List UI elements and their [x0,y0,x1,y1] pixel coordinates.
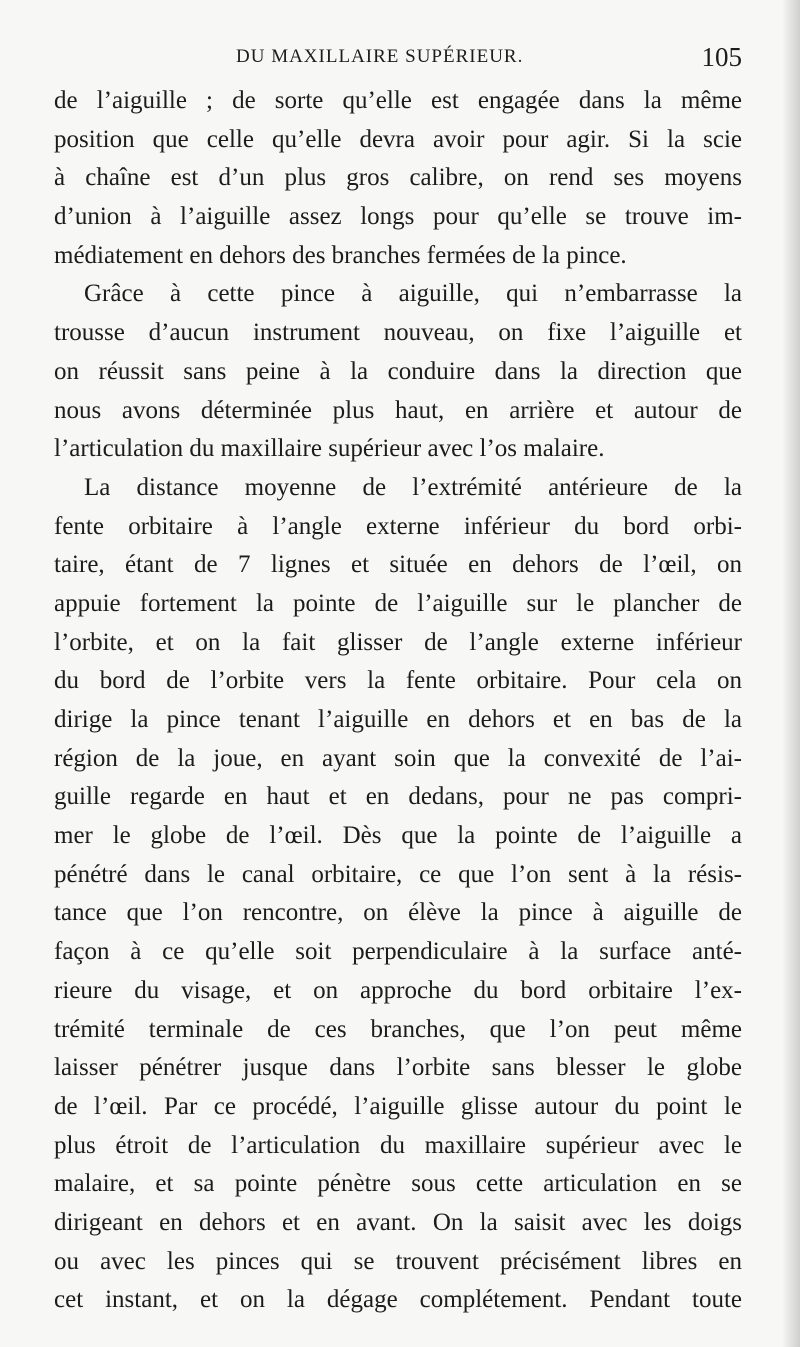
text-line: mer le globe de l’œil. Dès que la pointe de l’aiguille a [54,822,742,850]
text-line: ou avec les pinces qui se trouvent précisément libres en [54,1247,742,1275]
text-line: du bord de l’orbite vers la fente orbitaire. Pour cela on [54,667,742,695]
text-line: plus étroit de l’articulation du maxillaire supérieur avec le [54,1131,742,1159]
running-head: DU MAXILLAIRE SUPÉRIEUR. [236,46,524,67]
text-line: à chaîne est d’un plus gros calibre, on rend ses moyens [54,164,742,192]
text-line: malaire, et sa pointe pénètre sous cette articulation en se [54,1170,742,1198]
text-line: dirige la pince tenant l’aiguille en dehors et en bas de la [54,706,742,733]
text-line: La distance moyenne de l’extrémité antérieure de la [84,473,742,501]
page-edge-shadow [782,0,800,1347]
text-line: fente orbitaire à l’angle externe inférieur du bord orbi- [54,512,742,540]
text-line: dirigeant en dehors et en avant. On la saisit avec les doigs [54,1208,742,1236]
page-number: 105 [701,42,742,72]
text-line: laisser pénétrer jusque dans l’orbite sans blesser le globe [54,1054,742,1082]
text-line: de l’œil. Par ce procédé, l’aiguille glisse autour du point le [54,1092,742,1120]
body-text [54,82,742,1320]
text-line: tance que l’on rencontre, on élève la pince à aiguille de [54,899,742,927]
text-line: pénétré dans le canal orbitaire, ce que l’on sent à la résis- [54,860,742,888]
text-line: Grâce à cette pince à aiguille, qui n’embarrasse la [84,280,742,308]
text-line: façon à ce qu’elle soit perpendiculaire à la surface anté- [54,938,742,966]
text-line: médiatement en dehors des branches fermées de la pince. [54,241,627,269]
text-line: l’articulation du maxillaire supérieur avec l’os malaire. [54,435,605,463]
text-line: appuie fortement la pointe de l’aiguille sur le plancher de [54,589,742,617]
text-line: de l’aiguille ; de sorte qu’elle est engagée dans la même [54,87,742,114]
text-line: nous avons déterminée plus haut, en arrière et autour de [54,396,742,424]
text-line: trousse d’aucun instrument nouveau, on fixe l’aiguille et [54,319,742,347]
text-line: taire, étant de 7 lignes et située en dehors de l’œil, on [54,551,742,579]
text-line: trémité terminale de ces branches, que l’on peut même [54,1015,742,1043]
text-line: l’orbite, et on la fait glisser de l’angle externe inférieur [54,628,742,656]
text-line: position que celle qu’elle devra avoir pour agir. Si la scie [54,125,742,153]
text-line: on réussit sans peine à la conduire dans la direction que [54,357,742,385]
text-line: cet instant, et on la dégage complétement. Pendant toute [54,1286,742,1314]
text-line: guille regarde en haut et en dedans, pour ne pas compri- [54,783,742,811]
page-header [0,42,800,76]
text-line: d’union à l’aiguille assez longs pour qu’elle se trouve im- [54,203,742,231]
text-line: rieure du visage, et on approche du bord orbitaire l’ex- [54,976,742,1004]
text-line: région de la joue, en ayant soin que la convexité de l’ai- [54,744,742,772]
